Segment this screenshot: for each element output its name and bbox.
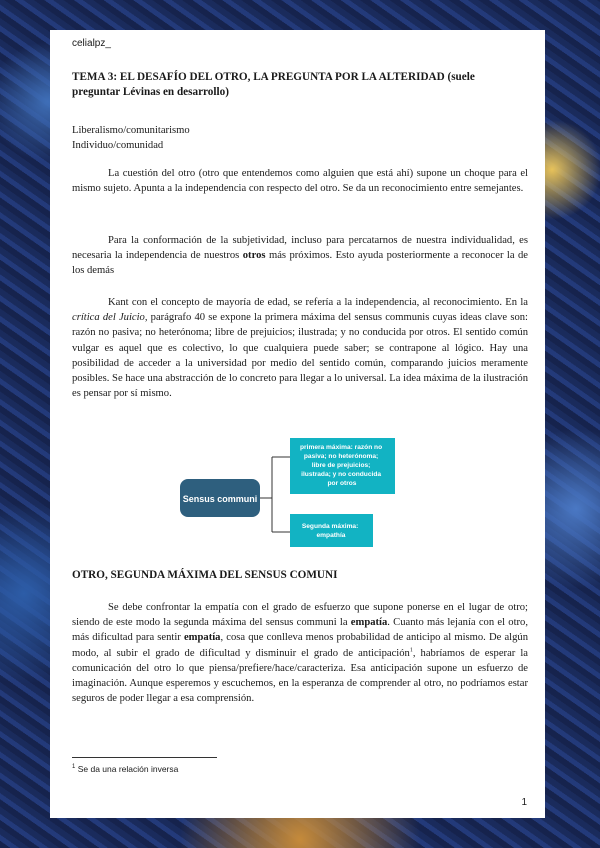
p4-bold-empatia-1: empatía — [350, 617, 388, 629]
diagram-connector — [260, 457, 290, 532]
sensus-diagram — [50, 432, 545, 552]
p3-text-a: Kant con el concepto de mayoría de edad, se refería a la independencia, al reconocimiento. En la — [108, 297, 528, 308]
box1-line-1: primera máxima: razón no — [300, 444, 383, 451]
topic-line-liberalismo: Liberalismo/comunitarismo — [72, 125, 190, 136]
box1-line-2: pasiva; no heterónoma; — [303, 453, 379, 460]
p4-text-c: , cosa que conlleva menos probabilidad de anticipo al mismo. De algún modo, al subir el grado de dificultad y disminuir el grado de anticipación — [72, 632, 528, 659]
paragraph-kant — [72, 295, 528, 401]
box2-line-2: empathía — [316, 532, 346, 539]
p4-text-b: . Cuanto más lejanía con el otro, más dificultad para sentir — [72, 617, 528, 644]
section-title: OTRO, SEGUNDA MÁXIMA DEL SENSUS COMUNI — [72, 569, 338, 581]
p4-bold-empatia-2: empatía — [183, 632, 221, 644]
footnote-ref[interactable]: 1 — [409, 647, 413, 654]
paragraph-subjetividad — [72, 233, 528, 279]
header-username: celialpz_ — [72, 38, 111, 49]
p2-bold-otros: otros — [242, 250, 266, 262]
paragraph-cuestion-otro: La cuestión del otro (otro que entendemos como alguien que está ahí) supone un choque para el mismo sujeto. Apunta a la independencia con respecto del otro. Se da un reconocimiento entre semejantes. — [72, 168, 528, 195]
p4-text-d: , habríamos de esperar la comunicación del otro lo que piensa/prefiere/hace/caracteriza. Esa anticipación supone un esfuerzo de imaginación. Aunque esperemos y escuchemos, en la esperanza de comprender al otro, no podríamos estar seguros de poder llegar a esa comprensión. — [72, 647, 528, 705]
p4-text-a: Se debe confrontar la empatía con el grado de esfuerzo que supone ponerse en el lugar de otro; siendo de este modo la segunda máxima del sensus communi la — [72, 602, 528, 629]
footnote-number: 1 — [72, 764, 76, 771]
topic-lines — [72, 124, 190, 153]
document-page — [50, 30, 545, 818]
footnote-divider — [72, 757, 217, 758]
diagram-box-segunda — [290, 514, 373, 547]
p3-italic-critica: crítica del Juicio, — [72, 312, 148, 324]
topic-line-individuo: Individuo/comunidad — [72, 139, 164, 151]
diagram-root-label: Sensus communi — [182, 494, 258, 504]
box1-line-5: por otros — [327, 480, 357, 487]
box2-line-1: Segunda máxima: — [301, 523, 359, 530]
page-number: 1 — [521, 797, 527, 808]
paragraph-empatia — [72, 600, 528, 706]
p2-text-b: más próximos. Esto ayuda posteriormente a reconocer la de los demás — [72, 250, 528, 277]
p2-text-a: Para la conformación de la subjetividad, incluso para percatarnos de nuestra individualidad, es necesaria la independencia de nuestros — [72, 235, 528, 262]
box1-line-4: ilustrada; y no conducida — [301, 471, 382, 478]
footnote-text: Se da una relación inversa — [77, 764, 179, 774]
p3-text-b: parágrafo 40 se expone la primera máxima del sensus communis cuyas ideas clave son: razón no pasiva; no heterónoma; libre de prejuicios; ilustrada; y no conducida por otros. El sentido común vulgar es aquel que es colectivo, lo que cualquiera puede saber; se contrapone al lógico. Hay una posibilidad de acceder a la universidad por medio del sentido común, comparando juicios meramente posibles. Se hace una abstracción de lo concreto para llegar a lo universal. La idea máxima de la ilustración es pensar por sí mismo. — [72, 312, 528, 400]
document-title: TEMA 3: EL DESAFÍO DEL OTRO, LA PREGUNTA POR LA ALTERIDAD (suele preguntar Lévinas en desarrollo) — [72, 71, 475, 98]
footnote — [72, 764, 178, 774]
box1-line-3: libre de prejuicios; — [311, 462, 371, 469]
